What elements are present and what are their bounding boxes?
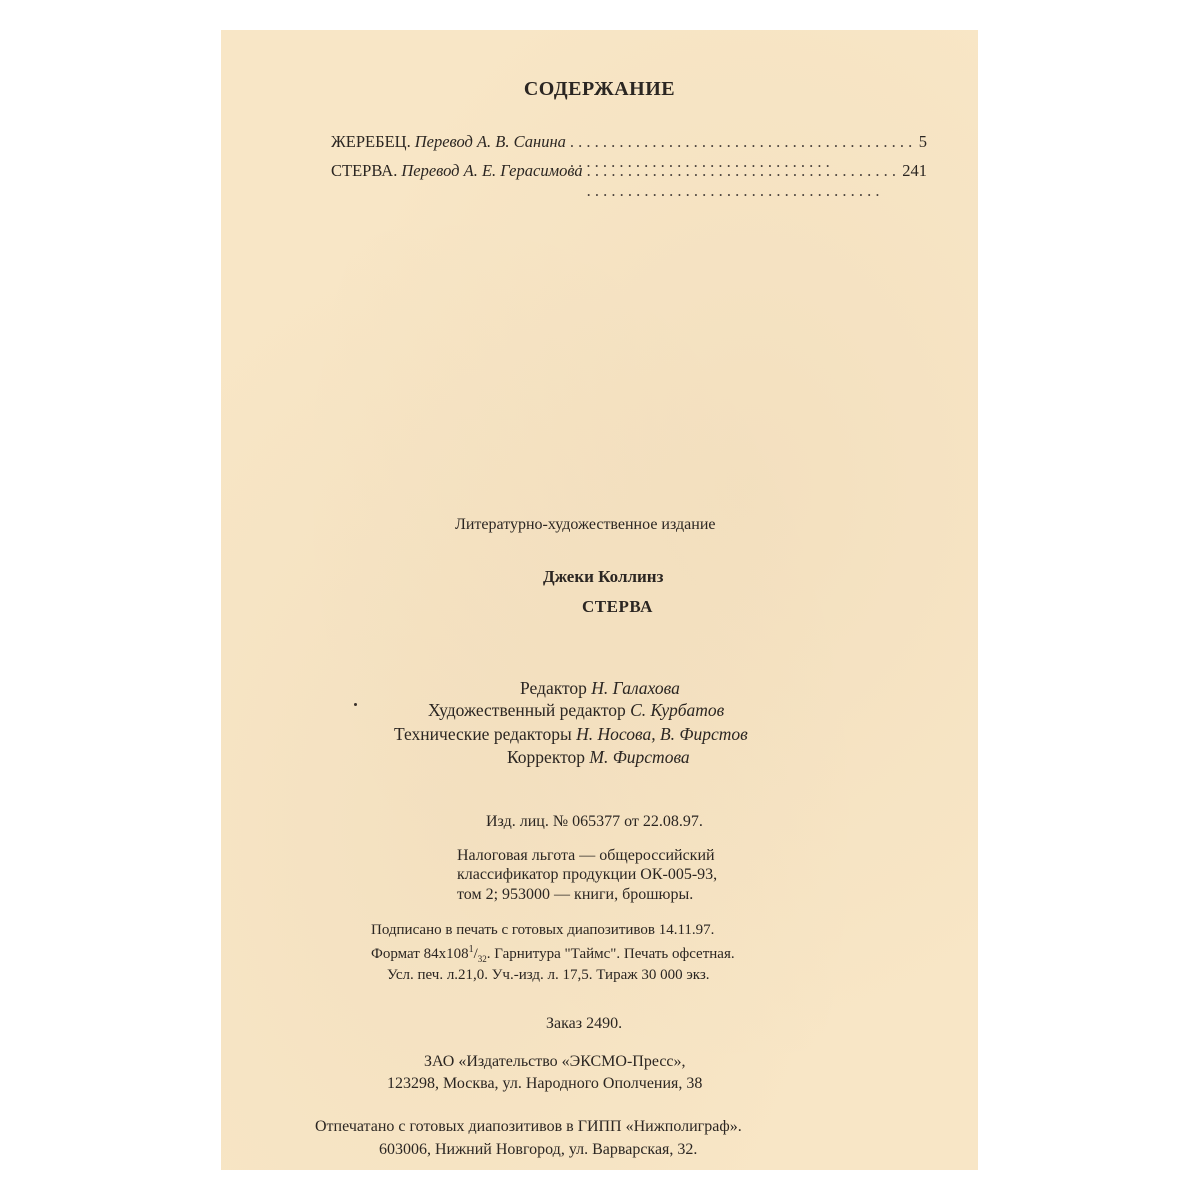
format-suffix: . Гарнитура "Таймс". Печать офсетная.: [486, 946, 735, 962]
credit-names: Н. Галахова: [591, 678, 680, 698]
toc-entry-page: 5: [918, 132, 927, 151]
publisher-line: 123298, Москва, ул. Народного Ополчения, 38: [387, 1075, 703, 1092]
printer-line: 603006, Нижний Новгород, ул. Варварская, 32.: [379, 1141, 698, 1158]
credit-role: Художественный редактор: [428, 700, 626, 720]
credit-names: С. Курбатов: [630, 700, 725, 720]
toc-entry-translator: Перевод А. В. Санина: [414, 132, 566, 151]
sheets-line: Усл. печ. л.21,0. Уч.-изд. л. 17,5. Тираж 30 000 экз.: [387, 967, 710, 983]
license-line: Изд. лиц. № 065377 от 22.08.97.: [486, 813, 703, 830]
book-page: [221, 30, 978, 1170]
contents-heading: СОДЕРЖАНИЕ: [523, 78, 676, 100]
printer-line: Отпечатано с готовых диапозитивов в ГИПП «Нижполиграф».: [315, 1118, 742, 1135]
publisher-line: ЗАО «Издательство «ЭКСМО-Пресс»,: [424, 1053, 686, 1070]
credit-role: Технические редакторы: [394, 724, 572, 744]
toc-entry-title: СТЕРВА.: [331, 161, 398, 180]
author-name: Джеки Коллинз: [543, 567, 664, 586]
signed-line: Подписано в печать с готовых диапозитивов 14.11.97.: [371, 922, 715, 938]
format-fraction-top: 1: [468, 944, 474, 955]
credit-line: [428, 700, 724, 721]
credit-names: М. Фирстова: [589, 747, 690, 767]
credit-role: Редактор: [520, 678, 587, 698]
format-line: Формат $84х108^1/_{32}$. Гарнитура "Таймс". Печать офсетная.: [371, 944, 735, 964]
credit-line: [507, 747, 690, 768]
order-line: Заказ 2490.: [546, 1015, 623, 1032]
credit-role: Корректор: [507, 747, 586, 767]
tax-line: том 2; 953000 — книги, брошюры.: [457, 886, 694, 903]
book-title: СТЕРВА: [582, 597, 653, 616]
toc-entry-page: 241: [902, 161, 927, 180]
credit-line: [520, 678, 680, 699]
print-speck: [354, 703, 357, 706]
tax-line: Налоговая льгота — общероссийский: [457, 847, 715, 864]
toc-leader-dots: [587, 161, 899, 201]
credit-names: Н. Носова, В. Фирстов: [576, 724, 748, 744]
tax-line: классификатор продукции ОК-005-93,: [457, 866, 718, 883]
toc-entry-translator: Перевод А. Е. Герасимова: [401, 161, 583, 180]
format-prefix: Формат 84х108: [371, 946, 469, 962]
toc-entry: [331, 161, 927, 185]
toc-entry: [331, 132, 927, 156]
toc-entry-title: ЖЕРЕБЕЦ.: [331, 132, 411, 151]
credit-line: [394, 724, 748, 745]
format-fraction-bottom: 32: [477, 954, 487, 964]
edition-type: Литературно-художественное издание: [455, 516, 716, 533]
